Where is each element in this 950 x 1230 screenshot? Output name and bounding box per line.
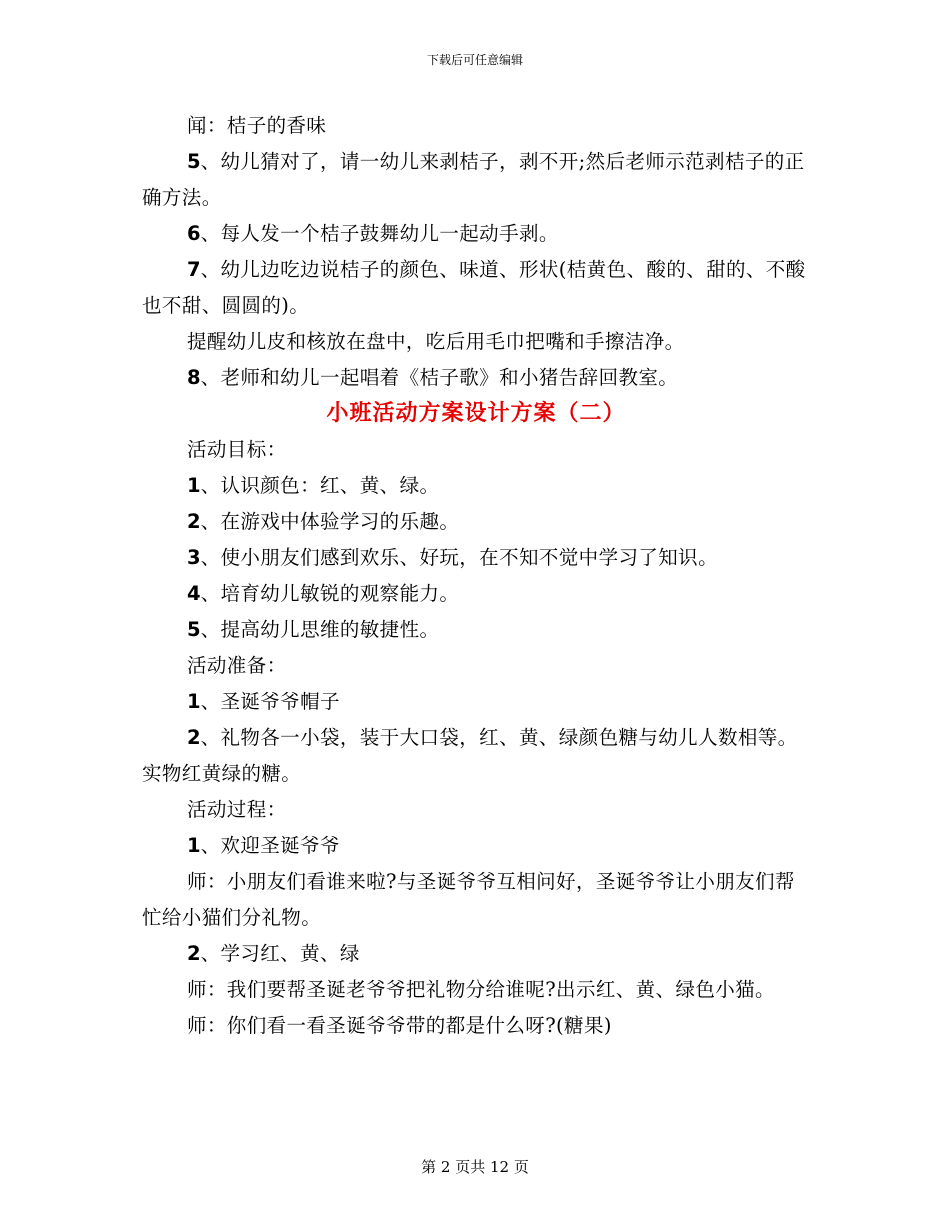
paragraph [142, 252, 810, 324]
paragraph-text: 闻：桔子的香味 [187, 114, 327, 137]
paragraph [142, 144, 810, 216]
section-title [142, 396, 810, 432]
item-number: 7 [187, 258, 201, 281]
paragraph [142, 468, 810, 504]
item-number: 1 [187, 474, 201, 497]
paragraph [142, 360, 810, 396]
paragraph-text: 、培育幼儿敏锐的观察能力。 [200, 582, 460, 605]
document-body [142, 108, 810, 1044]
paragraph-text: 、每人发一个桔子鼓舞幼儿一起动手剥。 [200, 222, 559, 245]
item-number: 2 [187, 510, 201, 533]
paragraph-text: 、使小朋友们感到欢乐、好玩，在不知不觉中学习了知识。 [200, 546, 718, 569]
paragraph [142, 864, 810, 936]
paragraph [142, 1008, 810, 1044]
item-number: 5 [187, 618, 201, 641]
paragraph [142, 432, 810, 468]
paragraph-text: 、幼儿边吃边说桔子的颜色、味道、形状(桔黄色、酸的、甜的、不酸也不甜、圆圆的)。 [142, 258, 806, 317]
paragraph [142, 684, 810, 720]
item-number: 4 [187, 582, 201, 605]
item-number: 2 [187, 726, 201, 749]
item-number: 5 [187, 150, 201, 173]
page-header: 下载后可任意编辑 [426, 53, 523, 67]
item-number: 3 [187, 546, 201, 569]
page-footer: 第 2 页共 12 页 [421, 1158, 529, 1176]
item-number: 6 [187, 222, 201, 245]
paragraph-text: 活动目标： [187, 438, 287, 461]
paragraph [142, 576, 810, 612]
item-number: 8 [187, 366, 201, 389]
paragraph [142, 324, 810, 360]
paragraph-text: 师：小朋友们看谁来啦?与圣诞爷爷互相问好，圣诞爷爷让小朋友们帮忙给小猫们分礼物。 [142, 870, 795, 929]
paragraph-text: 、认识颜色：红、黄、绿。 [200, 474, 440, 497]
paragraph-text: 、圣诞爷爷帽子 [200, 690, 340, 713]
paragraph [142, 504, 810, 540]
paragraph-text: 、提高幼儿思维的敏捷性。 [200, 618, 440, 641]
paragraph-text: 提醒幼儿皮和核放在盘中，吃后用毛巾把嘴和手擦洁净。 [187, 330, 685, 353]
paragraph [142, 612, 810, 648]
paragraph [142, 216, 810, 252]
paragraph-text: 、幼儿猜对了，请一幼儿来剥桔子，剥不开;然后老师示范剥桔子的正确方法。 [142, 150, 805, 209]
paragraph [142, 720, 810, 792]
section-title-text: 小班活动方案设计方案（二） [326, 401, 626, 426]
paragraph [142, 108, 810, 144]
paragraph [142, 936, 810, 972]
item-number: 2 [187, 942, 201, 965]
paragraph-text: 、老师和幼儿一起唱着《桔子歌》和小猪告辞回教室。 [200, 366, 679, 389]
paragraph [142, 972, 810, 1008]
paragraph-text: 、礼物各一小袋，装于大口袋，红、黄、绿颜色糖与幼儿人数相等。实物红黄绿的糖。 [142, 726, 798, 785]
paragraph-text: 师：我们要帮圣诞老爷爷把礼物分给谁呢?出示红、黄、绿色小猫。 [187, 978, 775, 1001]
item-number: 1 [187, 834, 201, 857]
paragraph [142, 792, 810, 828]
paragraph [142, 828, 810, 864]
paragraph-text: 师：你们看一看圣诞爷爷带的都是什么呀?(糖果) [187, 1014, 612, 1037]
paragraph [142, 540, 810, 576]
item-number: 1 [187, 690, 201, 713]
paragraph-text: 活动准备： [187, 654, 287, 677]
paragraph-text: 、在游戏中体验学习的乐趣。 [200, 510, 460, 533]
paragraph-text: 活动过程： [187, 798, 287, 821]
paragraph [142, 648, 810, 684]
paragraph-text: 、欢迎圣诞爷爷 [200, 834, 340, 857]
paragraph-text: 、学习红、黄、绿 [200, 942, 360, 965]
